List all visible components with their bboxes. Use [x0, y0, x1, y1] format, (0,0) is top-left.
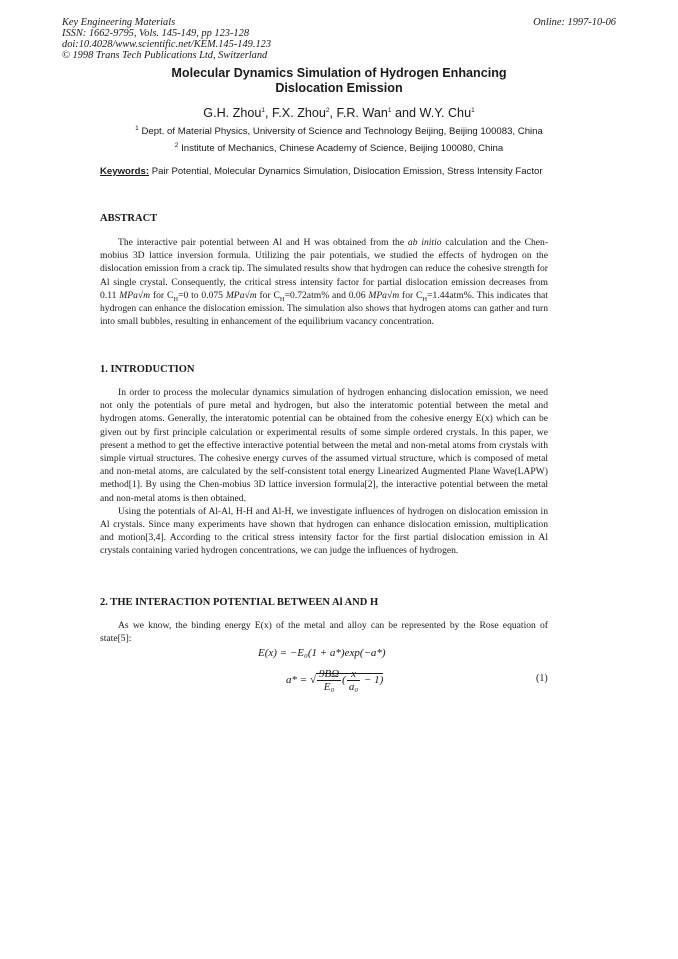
affiliation-2-text: Institute of Mechanics, Chinese Academy of Science, Beijing 100080, China: [181, 143, 504, 154]
affiliation-2: [0, 143, 678, 154]
paper-title: [0, 66, 678, 96]
author-affiliation-mark: 1: [471, 106, 475, 114]
journal-doi[interactable]: doi:10.4028/www.scientific.net/KEM.145-149.123: [62, 39, 272, 50]
author-name: F.X. Zhou: [272, 106, 326, 120]
affiliation-1: [0, 126, 678, 137]
introduction-paragraph-2: Using the potentials of Al-Al, H-H and Al-H, we investigate influences of hydrogen on dislocation emission in Al crystals. Since many experiments have shown that hydrogen can enhance dislocation emission, multiplication and motion[3,4]. According to the critical stress intensity factor for the first partial dislocation emission in Al crystals containing varied hydrogen concentrations, we can judge the influences of hydrogen.: [100, 505, 548, 557]
abstract-heading: ABSTRACT: [100, 213, 158, 224]
abstract-text: for C: [399, 289, 423, 301]
unit-mpa-root-m: MPa√m: [368, 289, 400, 301]
abstract-text: =0.72atm% and 0.06: [284, 289, 369, 301]
abstract-text: =0 to 0.075: [178, 289, 226, 301]
unit-mpa-root-m: MPa√m: [119, 289, 151, 301]
author-affiliation-mark: 2: [325, 106, 330, 114]
online-date: Online: 1997-10-06: [533, 17, 616, 28]
sqrt-sign: √: [309, 674, 316, 687]
fraction-denominator: a₀: [348, 681, 359, 693]
author-list: [0, 106, 678, 120]
abstract-text: =1.44atm%. This indicates that hydrogen can enhance the dislocation emission. The simulation also shows that hydrogen atoms can gather and turn into small bubbles, resulting in enhancement of the equilibrium vacancy concentration.: [100, 289, 548, 328]
introduction-body: [100, 386, 548, 558]
subscript-h: H: [279, 295, 285, 303]
affiliation-2-number: 2: [174, 141, 179, 149]
fraction-denominator: E₀: [323, 681, 335, 693]
author-affiliation-mark: 1: [387, 106, 392, 114]
journal-copyright: © 1998 Trans Tech Publications Ltd, Switzerland: [62, 50, 268, 61]
equation-sqrt-body: $\frac{9B\Omega}{\text{E₀}}$ ( $\frac{x}{\text{a₀}}$ − 1): [316, 673, 383, 686]
equation-a-star-lhs: a* =: [286, 674, 310, 687]
abstract-text: for C: [150, 289, 174, 301]
keywords-text: Pair Potential, Molecular Dynamics Simulation, Dislocation Emission, Stress Intensity Factor: [151, 166, 543, 177]
author-separator: ,: [329, 106, 337, 120]
equation-a-star: [286, 668, 383, 693]
equation-rose-binding-energy: E(x) = −E₀(1 + a*)exp(−a*): [258, 647, 386, 659]
fraction-numerator: x: [347, 668, 360, 681]
abstract-text: calculation and the Chen-mobius 3D lattice inversion formula. Utilizing the pair potentials, we studied the effects of hydrogen on the dislocation emission from a crack tip. The simulated results show that hydrogen can reduce the cohesive strength for Al single crystal. Consequently, the critical stress intensity factor for partial dislocation emission decreases from 0.11: [100, 237, 549, 301]
abstract-body: [100, 236, 548, 328]
affiliation-1-text: Dept. of Material Physics, University of Science and Technology Beijing, Beijing 100083, China: [141, 126, 543, 137]
introduction-paragraph-1: In order to process the molecular dynamics simulation of hydrogen enhancing dislocation emission, we need not only the potentials of pure metal and hydrogen, but also the interatomic potential between the metal and hydrogen atoms. Generally, the interatomic potential can be obtained from the cohesive energy E(x) which can be given out by first principle calculation or experimental results of some simple ordered crystals. In this paper, we present a method to get the effective interactive potential between the metal and non-metal atoms from crystals with simple virtual structures. The cohesive energy curves of the assumed virtual structure, which is composed of metal and non-metal atoms, are calculated by the self-consistent total energy Linearized Augmented Plane Wave(LAPW) method[1]. By using the Chen-mobius 3D lattice inversion formula[2], the interactive potential between the metal and non-metal atoms is then obtained.: [100, 387, 548, 504]
keywords-label: Keywords:: [100, 166, 150, 177]
section-2-heading: 2. THE INTERACTION POTENTIAL BETWEEN Al AND H: [100, 597, 379, 608]
title-line-2: Dislocation Emission: [275, 81, 403, 95]
author-name: F.R. Wan: [336, 106, 388, 120]
abstract-italic-term: ab initio: [407, 237, 442, 248]
author-separator: and: [391, 106, 420, 120]
title-line-1: Molecular Dynamics Simulation of Hydrogen Enhancing: [171, 66, 507, 80]
equation-number: (1): [536, 673, 548, 684]
introduction-heading: 1. INTRODUCTION: [100, 364, 195, 375]
section-2-paragraph-1: As we know, the binding energy E(x) of the metal and alloy can be represented by the Rose equation of state[5]:: [100, 620, 548, 645]
author-name: W.Y. Chu: [419, 106, 472, 120]
subscript-h: H: [422, 295, 428, 303]
author-name: G.H. Zhou: [203, 106, 262, 120]
fraction-numerator: 9BΩ: [318, 668, 340, 680]
author-affiliation-mark: 1: [261, 106, 265, 114]
subscript-h: H: [173, 295, 179, 303]
abstract-paragraph: [100, 236, 548, 328]
fraction-x-over-a0: [347, 668, 360, 693]
equation-minus-one: − 1: [363, 674, 380, 687]
keywords: [100, 166, 550, 177]
journal-header: [62, 17, 271, 61]
abstract-text: for C: [256, 289, 280, 301]
abstract-text: The interactive pair potential between Al and H was obtained from the: [118, 237, 408, 248]
section-2-body: [100, 619, 548, 645]
affiliation-1-number: 1: [135, 124, 139, 132]
unit-mpa-root-m: MPa√m: [225, 289, 257, 301]
fraction-9b-omega-over-e0: [317, 668, 341, 693]
author-separator: ,: [265, 106, 272, 120]
journal-issn: ISSN: 1662-9795, Vols. 145-149, pp 123-128: [62, 28, 250, 39]
journal-name: Key Engineering Materials: [62, 17, 176, 28]
